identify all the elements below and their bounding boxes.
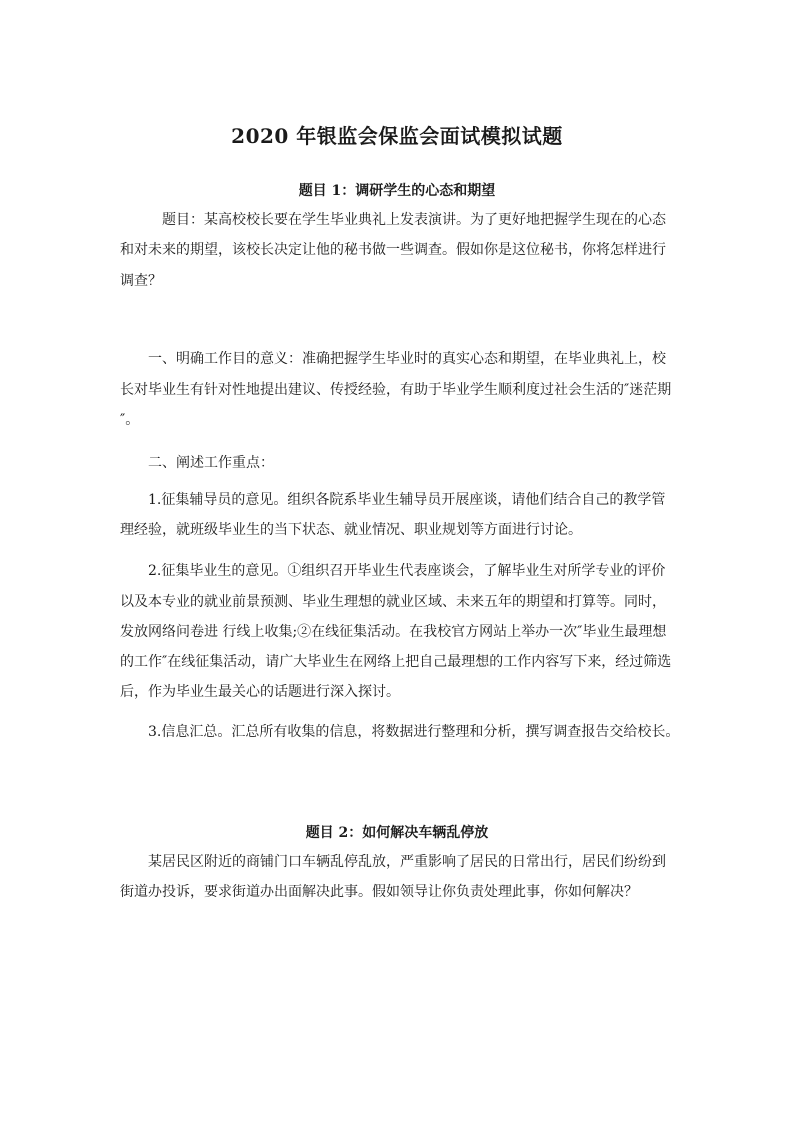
q2-heading: 题目 2：如何解决车辆乱停放 [305, 825, 489, 841]
point2-line: 2.征集毕业生的意见。①组织召开毕业生代表座谈会，了解毕业生对所学专业的评价 [148, 563, 666, 579]
q1-question-line: 和对未来的期望，该校长决定让他的秘书做一些调查。假如你是这位秘书，你将怎样进行 [120, 242, 666, 258]
section1-line: ″。 [120, 412, 140, 428]
document-title: 2020 年银监会保监会面试模拟试题 [231, 124, 563, 148]
section2-heading: 二、阐述工作重点： [148, 455, 274, 471]
section1-line: 一、明确工作目的意义：准确把握学生毕业时的真实心态和期望，在毕业典礼上，校 [148, 351, 666, 367]
point2-line: 的工作″在线征集活动，请广大毕业生在网络上把自己最理想的工作内容写下来，经过筛选 [120, 654, 672, 670]
section1-line: 长对毕业生有针对性地提出建议、传授经验，有助于毕业学生顺利度过社会生活的″迷茫期 [120, 382, 672, 398]
q1-question-line: 调查？ [120, 273, 162, 289]
q2-question-line: 街道办投诉，要求街道办出面解决此事。假如领导让你负责处理此事，你如何解决？ [120, 884, 638, 900]
point2-line: 后，作为毕业生最关心的话题进行深入探讨。 [120, 684, 400, 700]
point2-line: 以及本专业的就业前景预测、毕业生理想的就业区域、未来五年的期望和打算等。同时， [120, 594, 666, 610]
q1-question-line: 题目：某高校校长要在学生毕业典礼上发表演讲。为了更好地把握学生现在的心态 [162, 212, 666, 228]
q1-heading: 题目 1：调研学生的心态和期望 [298, 183, 496, 199]
point3-line: 3.信息汇总。汇总所有收集的信息，将数据进行整理和分析，撰写调查报告交给校长。 [148, 724, 680, 740]
point1-line: 1.征集辅导员的意见。组织各院系毕业生辅导员开展座谈，请他们结合自己的教学管 [148, 492, 666, 508]
point2-line: 发放网络问卷进 行线上收集;②在线征集活动。在我校官方网站上举办一次″毕业生最理想 [120, 624, 667, 640]
q2-question-line: 某居民区附近的商铺门口车辆乱停乱放，严重影响了居民的日常出行，居民们纷纷到 [148, 854, 666, 870]
point1-line: 理经验，就班级毕业生的当下状态、就业情况、职业规划等方面进行讨论。 [120, 522, 582, 538]
